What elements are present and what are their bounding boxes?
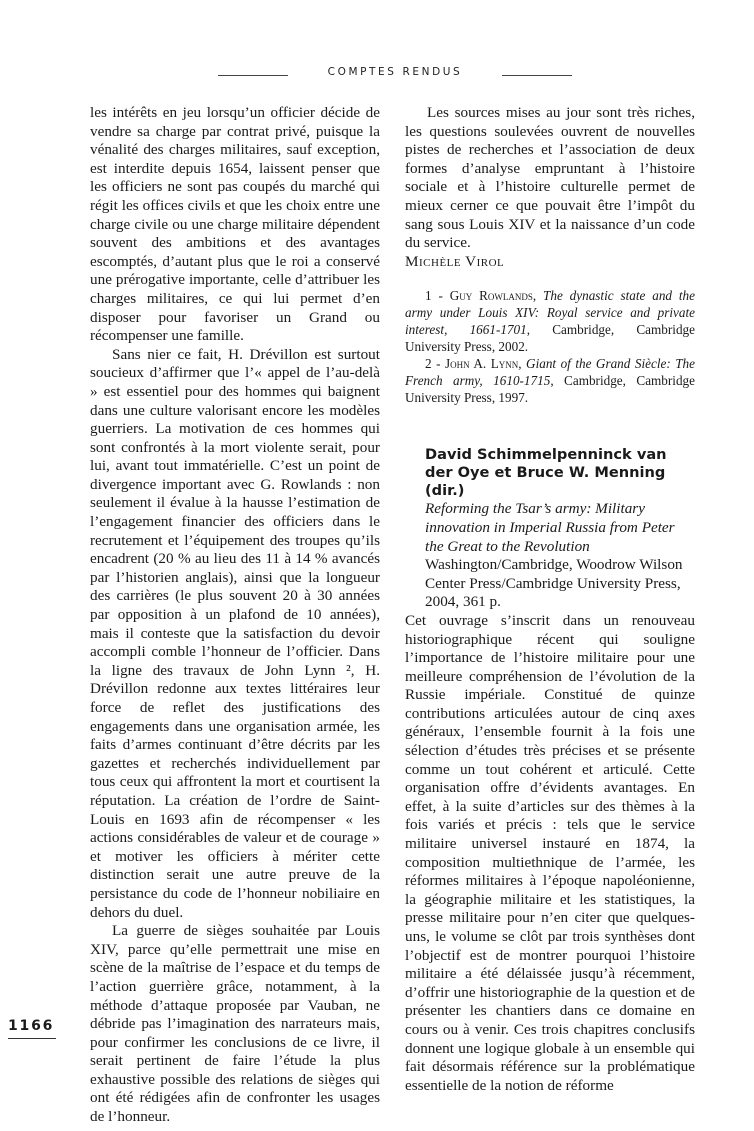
footnote-number: 1 -	[425, 288, 450, 304]
paragraph: les intérêts en jeu lorsqu’un officier décide de vendre sa charge par contrat privé, puisque la vénalité des charges militaires, sauf exception, est interdite depuis 1654, laissent penser que les officiers ne sont pas coupés du marché qui régit les offices civils et que les choix entre une charge civile ou une charge militaire dépendent souvent des ambitions et des avantages escomptés, d’autant plus que le roi a conservé une prérogative importante, celle d’attribuer les charges militaires, ce qui lui permet d’en disposer pour favoriser un Grand ou récompenser une famille.	[90, 104, 380, 345]
right-column	[405, 104, 695, 1095]
running-header: COMPTES RENDUS	[327, 66, 463, 78]
footnote: 1 - Guy Rowlands, The dynastic state and the army under Louis XIV: Royal service and private interest, 1661-1701, Cambridge, Cambridge University Press, 2002.	[405, 288, 695, 355]
header-rule-right	[502, 75, 572, 76]
review-body: Cet ouvrage s’inscrit dans un renouveau historiographique récent qui souligne l’importance de l’histoire militaire pour une meilleure compréhension de l’évolution de la Russie impériale. Constitué de quinze contributions articulées autour de cinq axes généraux, l’ensemble fournit à la fois une sélection d’études très précises et se présente comme un tout cohérent et articulé. Cette organisation offre d’évidents avantages. En effet, à la suite d’articles sur des thèmes à la fois variés et précis : tels que le service militaire universel instauré en 1874, la composition multiethnique de l’armée, les réformes militaires à l’époque napoléonienne, la géographie militaire et les statistiques, la presse militaire pour n’en citer que quelques-uns, le volume se clôt par trois synthèses dont l’objectif est de montrer pourquoi l’histoire militaire a été délaissée jusqu’à récemment, d’offrir une historiographie de la question et de présenter les chantiers dans ce domaine en cours ou à venir. Ces trois chapitres conclusifs donnent une logique globale à un ensemble qui fait désormais référence sur la problématique essentielle de la notion de réforme	[405, 611, 695, 1094]
footnotes	[405, 287, 695, 406]
page-number: 1166	[8, 1018, 55, 1034]
page-number-rule	[8, 1038, 56, 1039]
paragraph: Sans nier ce fait, H. Drévillon est surtout soucieux d’affirmer que l’« appel de l’au-delà » est essentiel pour des hommes qui baignent dans une culture valorisant encore les modèles guerriers. La motivation de ces hommes qui sont confrontés à la mort violente serait, pour lui, avant tout immatérielle. C’est un point de divergence important avec G. Rowlands : non seulement il évalue à la hausse l’estimation de l’engagement financier des officiers dans le recrutement et l’équipement des troupes qu’ils encadrent (20 % au lieu des 11 à 14 % avancés par l’historien anglais), ainsi que la longueur des carrières (le plus souvent 20 à 30 années par opposition à un plafond de 10 années), mais il conteste que la satisfaction du devoir accompli comble l’honneur de l’officier. Dans la ligne des travaux de John Lynn ², H. Drévillon redonne aux textes littéraires leur force de reflet des justifications des engagements dans une organisation armée, les faits d’armes continuant d’être décrits par les gazettes et recherchés individuellement par tous ceux qui affrontent la mort et courtisent la réputation. La création de l’ordre de Saint-Louis en 1693 afin de récompenser « les actions considérables de valeur et de courage » et motiver les officiers à mériter cette distinction serait une autre preuve de la persistance du code de l’honneur nobiliaire en dehors du duel.	[90, 345, 380, 921]
review-author: David Schimmelpenninck van der Oye et Bruce W. Menning (dir.)	[425, 446, 667, 500]
footnote-author: John A. Lynn	[444, 356, 519, 372]
closing-paragraph: Les sources mises au jour sont très riches, les questions soulevées ouvrent de nouvelles pistes de recherches et l’association de deux formes d’analyse empruntant à l’histoire sociale et à l’histoire culturelle permet de mieux cerner ce que pouvait être l’impôt du sang sous Louis XIV et la naissance d’un code du service.	[405, 104, 695, 252]
review-publisher: Washington/Cambridge, Woodrow Wilson Center Press/Cambridge University Press, 2004, 361 p.	[425, 556, 683, 611]
footnote: 2 - John A. Lynn, Giant of the Grand Siècle: The French army, 1610-1715, Cambridge, Cambridge University Press, 1997.	[405, 356, 696, 406]
left-column	[90, 104, 380, 1127]
paragraph: La guerre de sièges souhaitée par Louis XIV, parce qu’elle permettrait une mise en scène de la maîtrise de l’espace et du temps de l’action guerrière grâce, notamment, à la méthode d’attaque proposée par Vauban, ne débride pas l’imagination des narrateurs mais, pour confirmer les conclusions de ce livre, il serait pertinent de faire l’étude la plus exhaustive possible des relations de sièges qui ont été rédigées afin de confronter les usages de l’honneur.	[90, 922, 380, 1126]
footnote-title: Giant of the Grand Siècle: The French army, 1610-1715	[405, 356, 696, 389]
footnote-rest: , Cambridge, Cambridge University Press, 1997.	[405, 373, 695, 406]
header-rule-left	[218, 75, 288, 76]
footnote-rest: , Cambridge, Cambridge University Press, 2002.	[405, 322, 695, 355]
review-book-title: Reforming the Tsar’s army: Military innovation in Imperial Russia from Peter the Great to the Revolution	[425, 500, 675, 555]
footnote-author: Guy Rowlands	[449, 288, 533, 304]
review-header	[405, 446, 695, 612]
footnote-number: 2 -	[425, 356, 445, 372]
author-signature: Michèle Virol	[405, 252, 505, 270]
footnote-title: The dynastic state and the army under Louis XIV: Royal service and private interest, 1661-1701	[405, 288, 695, 338]
